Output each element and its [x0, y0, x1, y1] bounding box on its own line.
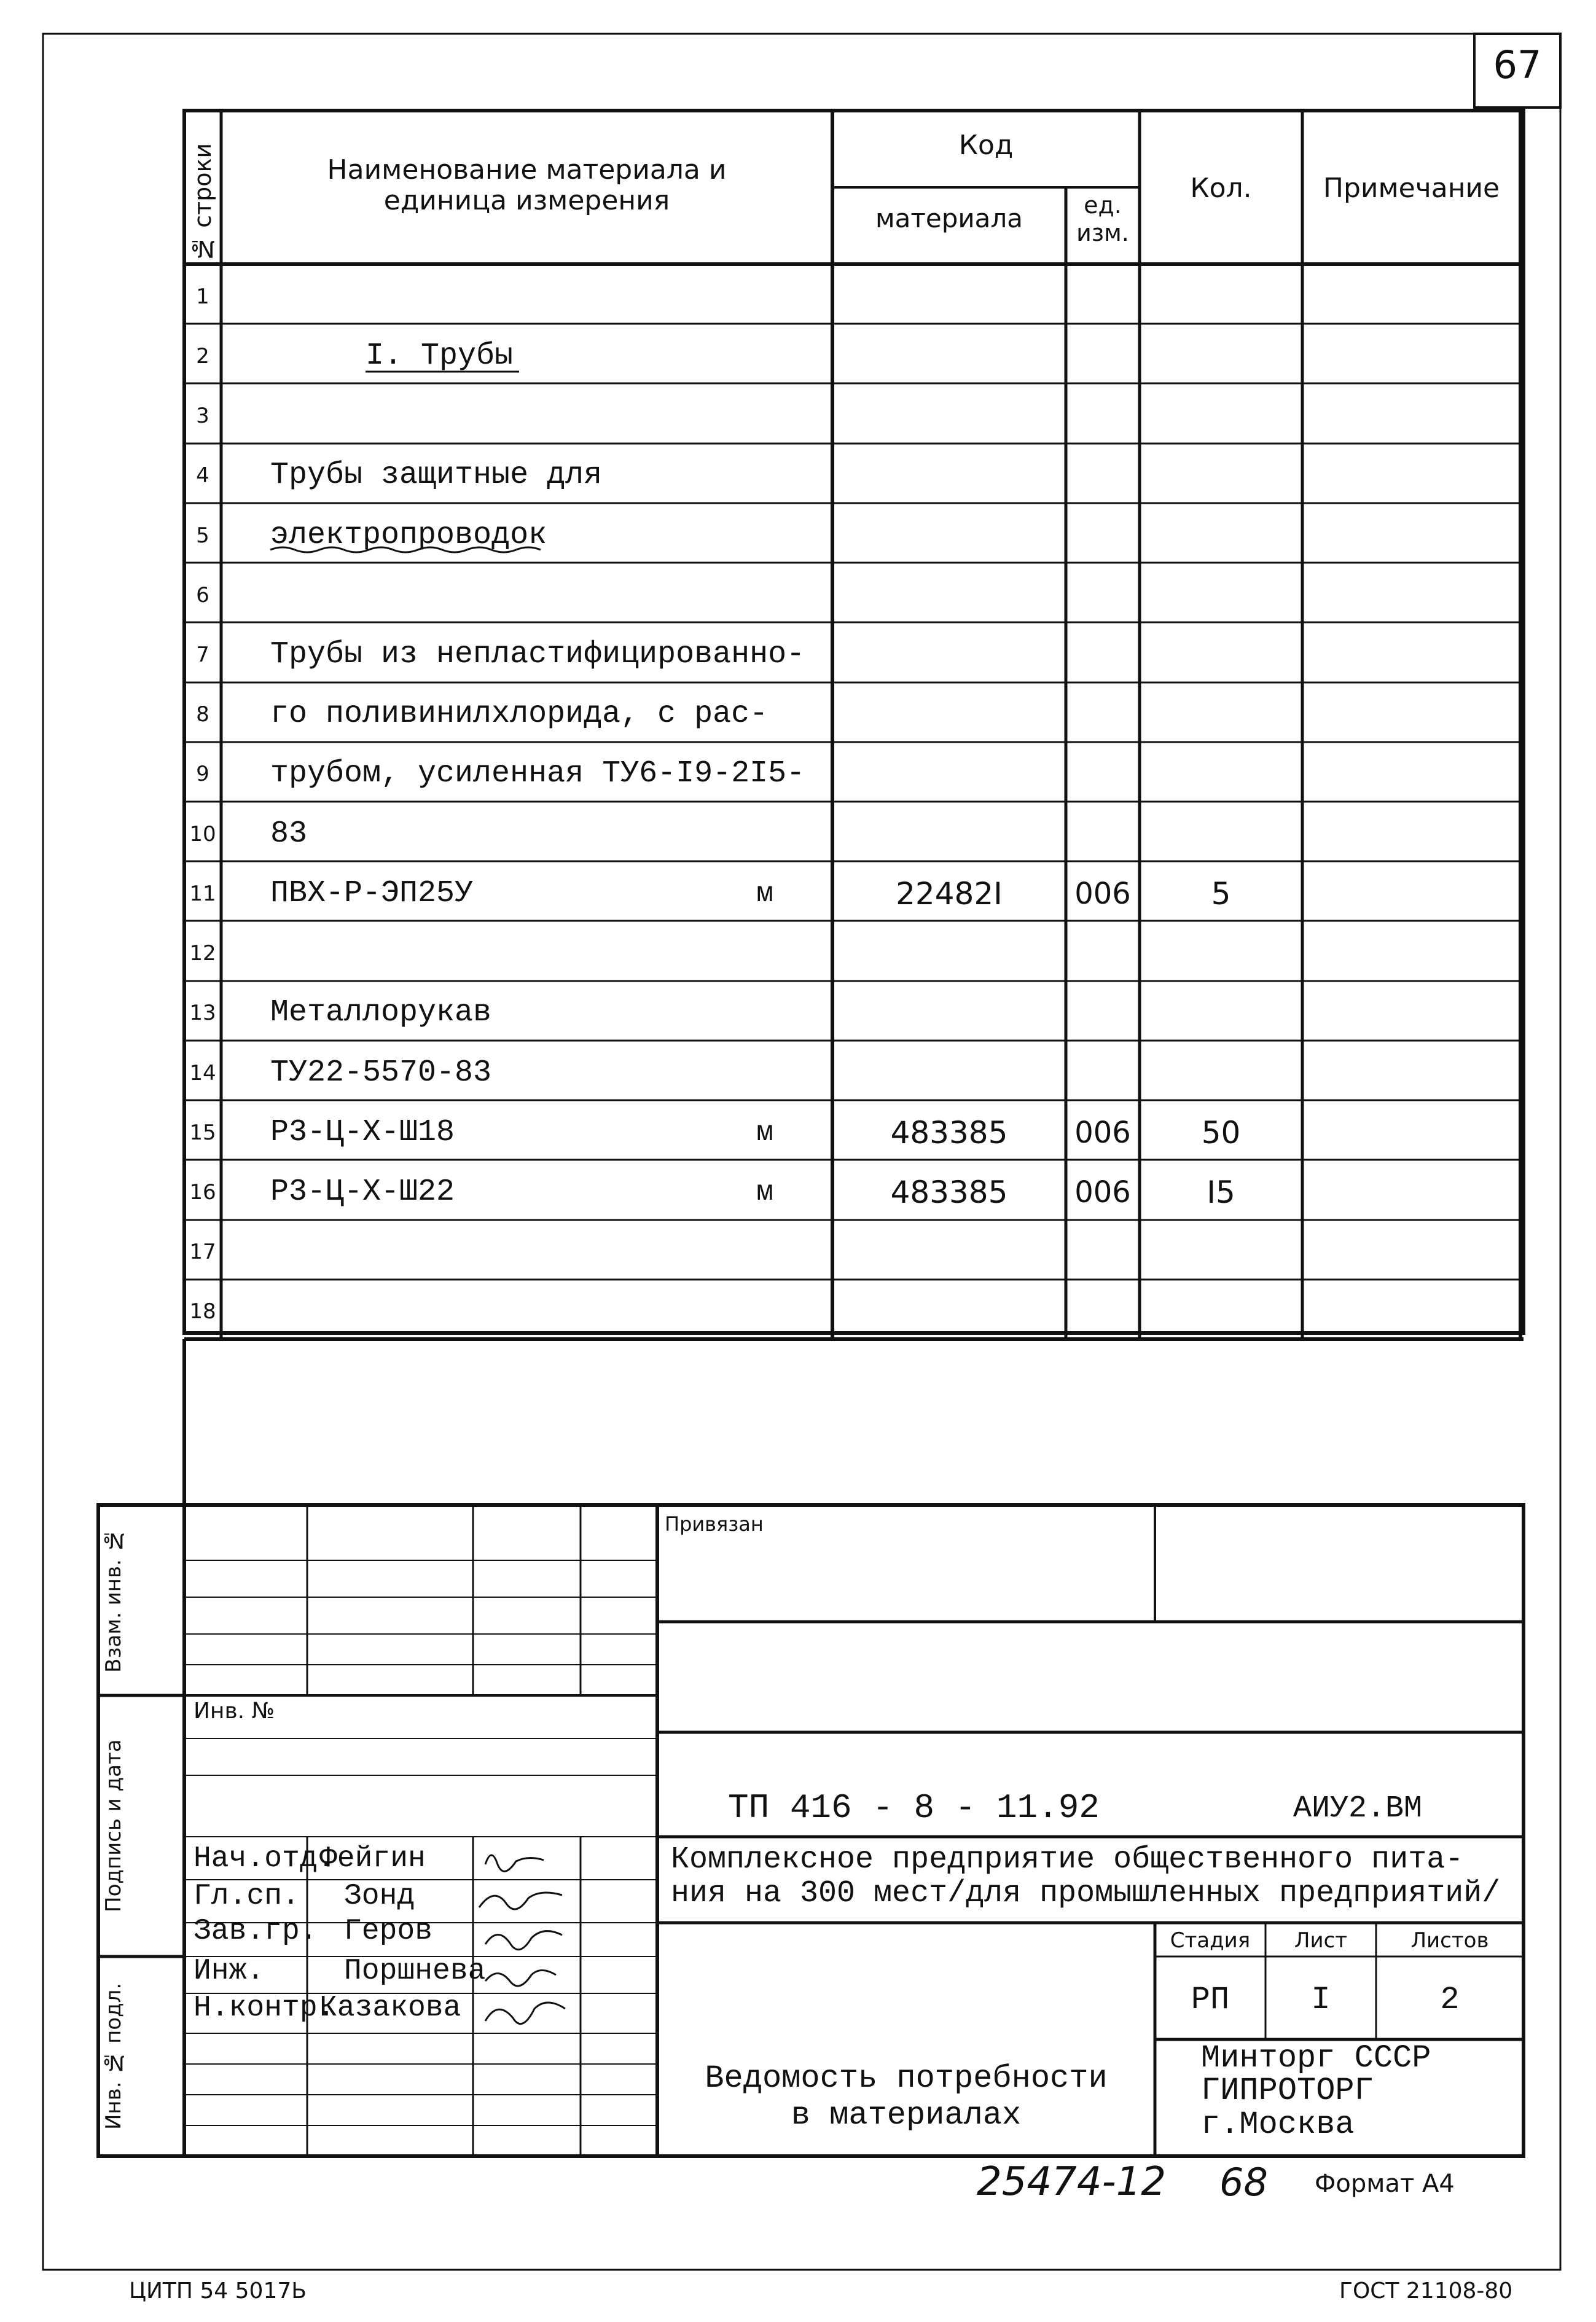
project-title-line2: ния на 300 мест/для промышленных предприятий/ — [671, 1876, 1501, 1911]
project-title-line1: Комплексное предприятие общественного пита- — [671, 1842, 1464, 1877]
material-name: I. Трубы — [366, 338, 514, 373]
row-number-header: № строки — [189, 143, 216, 263]
side-label-signature-date: Подпись и дата — [101, 1739, 126, 1913]
row-number: 8 — [196, 702, 209, 727]
row-number: 2 — [196, 343, 209, 369]
unit-of-measure: м — [756, 1116, 773, 1149]
stage-label: Стадия — [1170, 1928, 1251, 1953]
material-name: Трубы защитные для — [270, 458, 603, 493]
row-number: 7 — [196, 642, 209, 667]
row-number: 11 — [189, 881, 216, 906]
row-number: 6 — [196, 582, 209, 608]
doc-title-line1: Ведомость потребности — [705, 2060, 1108, 2097]
unit-code-header-line1: ед. — [1084, 192, 1122, 219]
quantity-header: Кол. — [1190, 173, 1252, 204]
doc-mark: АИУ2.ВМ — [1293, 1791, 1423, 1826]
row-number: 1 — [196, 284, 209, 309]
material-code: 22482I — [896, 875, 1003, 912]
material-name: 83 — [270, 816, 308, 851]
unit-of-measure: м — [756, 877, 773, 910]
row-number: 12 — [189, 941, 216, 966]
page-number: 67 — [1493, 42, 1542, 87]
format-label: Формат А4 — [1315, 2170, 1455, 2198]
quantity: I5 — [1207, 1174, 1235, 1210]
unit-code: 006 — [1074, 876, 1131, 911]
staff-name: Геров — [344, 1915, 433, 1948]
staff-name: Поршнева — [344, 1955, 486, 1988]
privyazan-label: Привязан — [665, 1512, 764, 1536]
inv-number-label: Инв. № — [194, 1698, 275, 1724]
quantity: 5 — [1211, 875, 1231, 912]
material-name: Металлорукав — [270, 995, 492, 1031]
name-header-line2: единица измерения — [383, 185, 670, 216]
org-line3: г.Москва — [1201, 2106, 1355, 2143]
unit-of-measure: м — [756, 1176, 773, 1208]
row-number: 13 — [189, 1001, 216, 1026]
note-header: Примечание — [1323, 173, 1500, 204]
row-number: 17 — [189, 1240, 216, 1265]
material-name: ПВХ-Р-ЭП25У — [270, 875, 474, 911]
staff-name: Казакова — [319, 1992, 461, 2025]
staff-name: Фейгин — [319, 1842, 426, 1875]
handwritten-page: 68 — [1219, 2160, 1268, 2205]
name-header-line1: Наименование материала и — [327, 154, 727, 186]
material-name: Трубы из непластифицированно- — [270, 636, 805, 672]
material-code: 483385 — [890, 1114, 1008, 1151]
sheets-label: Листов — [1410, 1928, 1489, 1953]
material-name: трубом, усиленная ТУ6-I9-2I5- — [270, 756, 805, 792]
staff-role: Зав.гр. — [194, 1915, 318, 1948]
unit-code: 006 — [1074, 1115, 1131, 1150]
staff-name: Зонд — [344, 1880, 415, 1913]
staff-role: Н.контр. — [194, 1992, 335, 2025]
footer-left-code: ЦИТП 54 5017Ь — [129, 2278, 307, 2304]
material-name: Р3-Ц-Х-Ш18 — [270, 1114, 455, 1150]
row-number: 16 — [189, 1179, 216, 1205]
doc-title-line2: в материалах — [791, 2097, 1022, 2133]
code-header: Код — [958, 130, 1014, 161]
material-name: го поливинилхлорида, с рас- — [270, 697, 769, 732]
side-label-replaced-inv: Взам. инв. № — [101, 1528, 126, 1673]
row-number: 3 — [196, 404, 209, 429]
handwritten-number: 25474-12 — [977, 2159, 1167, 2205]
row-number: 5 — [196, 523, 209, 548]
footer-right-standard: ГОСТ 21108-80 — [1339, 2278, 1513, 2304]
material-code: 483385 — [890, 1174, 1008, 1210]
staff-role: Гл.сп. — [194, 1880, 300, 1913]
row-number: 18 — [189, 1299, 216, 1324]
row-number: 15 — [189, 1120, 216, 1145]
staff-role: Нач.отд. — [194, 1842, 335, 1875]
sheet-label: Лист — [1294, 1928, 1348, 1953]
unit-code: 006 — [1074, 1175, 1131, 1210]
quantity: 50 — [1201, 1114, 1241, 1151]
material-code-header: материала — [875, 203, 1023, 233]
org-line1: Минторг СССР — [1201, 2040, 1431, 2076]
sheet-value: I — [1311, 1982, 1331, 2018]
sheets-value: 2 — [1440, 1982, 1460, 2018]
material-name: Р3-Ц-Х-Ш22 — [270, 1174, 455, 1210]
row-number: 10 — [189, 821, 216, 846]
row-number: 4 — [196, 463, 209, 488]
side-label-inv-original: Инв. № подл. — [101, 1982, 126, 2130]
org-line2: ГИПРОТОРГ — [1201, 2073, 1374, 2109]
unit-code-header-line2: изм. — [1076, 219, 1129, 246]
material-name: ТУ22-5570-83 — [270, 1055, 492, 1090]
stage-value: РП — [1191, 1982, 1230, 2018]
material-name: электропроводок — [270, 517, 547, 553]
staff-role: Инж. — [194, 1955, 265, 1988]
row-number: 9 — [196, 762, 209, 787]
doc-code: ТП 416 - 8 - 11.92 — [728, 1788, 1100, 1828]
row-number: 14 — [189, 1060, 216, 1085]
